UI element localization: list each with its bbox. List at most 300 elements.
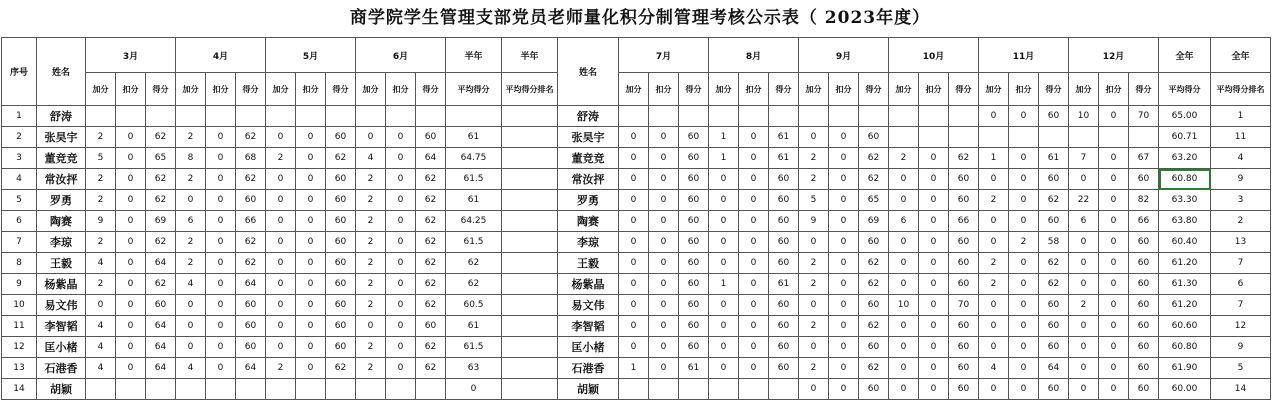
score-cell[interactable]: 2	[799, 316, 829, 337]
score-cell[interactable]: 61	[769, 127, 799, 148]
score-cell[interactable]: 0	[116, 190, 146, 211]
score-cell[interactable]: 0	[649, 127, 679, 148]
score-cell[interactable]: 2	[356, 232, 386, 253]
score-cell[interactable]	[266, 106, 296, 127]
score-cell[interactable]: 60	[1129, 316, 1159, 337]
full-year-rank-cell[interactable]: 9	[1211, 337, 1271, 358]
score-cell[interactable]: 0	[979, 295, 1009, 316]
full-year-rank-cell[interactable]: 7	[1211, 295, 1271, 316]
score-cell[interactable]	[296, 379, 326, 400]
score-cell[interactable]: 60	[949, 190, 979, 211]
score-cell[interactable]: 9	[86, 211, 116, 232]
score-cell[interactable]: 60	[679, 148, 709, 169]
score-cell[interactable]: 0	[296, 232, 326, 253]
score-cell[interactable]: 0	[739, 253, 769, 274]
score-cell[interactable]: 0	[829, 253, 859, 274]
score-cell[interactable]: 0	[649, 253, 679, 274]
score-cell[interactable]: 2	[356, 169, 386, 190]
score-cell[interactable]: 60	[326, 169, 356, 190]
row-index-cell[interactable]: 9	[2, 274, 37, 295]
score-cell[interactable]: 0	[619, 190, 649, 211]
score-cell[interactable]: 0	[829, 127, 859, 148]
score-cell[interactable]: 0	[1099, 232, 1129, 253]
score-cell[interactable]: 62	[1039, 274, 1069, 295]
score-cell[interactable]: 0	[1099, 106, 1129, 127]
full-year-rank-cell[interactable]: 4	[1211, 148, 1271, 169]
score-cell[interactable]: 0	[116, 148, 146, 169]
score-cell[interactable]: 64	[146, 358, 176, 379]
score-cell[interactable]: 66	[1129, 211, 1159, 232]
score-cell[interactable]: 62	[236, 169, 266, 190]
score-cell[interactable]	[326, 379, 356, 400]
score-cell[interactable]: 10	[1069, 106, 1099, 127]
score-header[interactable]: 得分	[949, 73, 979, 106]
row-index-cell[interactable]: 10	[2, 295, 37, 316]
score-cell[interactable]	[649, 106, 679, 127]
score-cell[interactable]: 0	[1099, 379, 1129, 400]
score-cell[interactable]	[326, 106, 356, 127]
score-cell[interactable]: 0	[116, 253, 146, 274]
half-year-avg-cell[interactable]: 62	[446, 274, 502, 295]
score-cell[interactable]: 66	[949, 211, 979, 232]
score-cell[interactable]: 62	[236, 127, 266, 148]
name-cell[interactable]: 张昊宇	[37, 127, 86, 148]
score-cell[interactable]: 0	[739, 190, 769, 211]
score-cell[interactable]	[709, 379, 739, 400]
score-header[interactable]: 得分	[146, 73, 176, 106]
add-score-header[interactable]: 加分	[266, 73, 296, 106]
score-cell[interactable]: 67	[1129, 148, 1159, 169]
full-year-avg-cell[interactable]: 60.80	[1159, 169, 1211, 190]
score-cell[interactable]: 0	[266, 190, 296, 211]
score-cell[interactable]: 0	[709, 211, 739, 232]
score-cell[interactable]: 0	[889, 379, 919, 400]
name-cell-2[interactable]: 胡颖	[558, 379, 619, 400]
score-cell[interactable]: 2	[356, 337, 386, 358]
score-cell[interactable]	[799, 106, 829, 127]
score-cell[interactable]: 0	[919, 316, 949, 337]
score-cell[interactable]: 0	[619, 295, 649, 316]
score-cell[interactable]: 4	[86, 358, 116, 379]
score-cell[interactable]: 0	[649, 337, 679, 358]
score-cell[interactable]: 0	[296, 127, 326, 148]
add-score-header[interactable]: 加分	[176, 73, 206, 106]
score-cell[interactable]: 60	[326, 211, 356, 232]
score-cell[interactable]: 0	[829, 379, 859, 400]
score-cell[interactable]: 61	[769, 148, 799, 169]
score-cell[interactable]: 60	[236, 190, 266, 211]
score-cell[interactable]: 0	[1099, 295, 1129, 316]
avg-rank-header[interactable]: 平均得分排名	[502, 73, 558, 106]
score-cell[interactable]: 62	[416, 169, 446, 190]
score-cell[interactable]: 60	[949, 358, 979, 379]
score-cell[interactable]	[1099, 127, 1129, 148]
index-header[interactable]: 序号	[2, 38, 37, 106]
score-cell[interactable]: 60	[1129, 379, 1159, 400]
full-year-rank-cell[interactable]: 1	[1211, 106, 1271, 127]
full-year-avg-cell[interactable]: 60.00	[1159, 379, 1211, 400]
score-cell[interactable]	[146, 106, 176, 127]
score-cell[interactable]: 2	[799, 358, 829, 379]
score-cell[interactable]	[979, 127, 1009, 148]
score-cell[interactable]: 60	[1129, 253, 1159, 274]
score-cell[interactable]: 2	[266, 148, 296, 169]
score-cell[interactable]: 0	[386, 337, 416, 358]
score-cell[interactable]: 60	[769, 337, 799, 358]
score-cell[interactable]: 0	[206, 337, 236, 358]
score-cell[interactable]: 0	[1009, 253, 1039, 274]
full-year-rank-cell[interactable]: 5	[1211, 358, 1271, 379]
add-score-header[interactable]: 加分	[799, 73, 829, 106]
score-cell[interactable]: 0	[709, 232, 739, 253]
score-cell[interactable]: 60	[1039, 295, 1069, 316]
score-cell[interactable]: 60	[679, 211, 709, 232]
score-cell[interactable]: 0	[1069, 253, 1099, 274]
deduct-score-header[interactable]: 扣分	[739, 73, 769, 106]
score-cell[interactable]: 0	[356, 316, 386, 337]
score-cell[interactable]: 0	[919, 337, 949, 358]
name-cell-2[interactable]: 罗勇	[558, 190, 619, 211]
full-year-rank-cell[interactable]: 11	[1211, 127, 1271, 148]
score-cell[interactable]: 0	[799, 127, 829, 148]
name-cell[interactable]: 陶赛	[37, 211, 86, 232]
score-cell[interactable]: 60	[1039, 316, 1069, 337]
row-index-cell[interactable]: 3	[2, 148, 37, 169]
full-year-rank-cell[interactable]: 9	[1211, 169, 1271, 190]
score-cell[interactable]: 0	[799, 232, 829, 253]
score-cell[interactable]: 62	[326, 148, 356, 169]
name-header[interactable]: 姓名	[37, 38, 86, 106]
score-cell[interactable]	[1129, 127, 1159, 148]
score-cell[interactable]: 0	[619, 274, 649, 295]
score-cell[interactable]: 0	[889, 358, 919, 379]
score-cell[interactable]: 0	[386, 358, 416, 379]
add-score-header[interactable]: 加分	[619, 73, 649, 106]
score-cell[interactable]: 0	[296, 253, 326, 274]
score-cell[interactable]: 0	[1009, 316, 1039, 337]
avg-score-header[interactable]: 平均得分	[1159, 73, 1211, 106]
score-cell[interactable]: 60	[326, 232, 356, 253]
score-cell[interactable]: 62	[859, 316, 889, 337]
score-cell[interactable]: 60	[949, 379, 979, 400]
score-cell[interactable]: 2	[979, 190, 1009, 211]
score-cell[interactable]: 2	[356, 190, 386, 211]
score-cell[interactable]: 2	[176, 232, 206, 253]
score-cell[interactable]	[176, 379, 206, 400]
score-cell[interactable]: 60	[1039, 211, 1069, 232]
score-cell[interactable]	[769, 379, 799, 400]
score-cell[interactable]	[206, 379, 236, 400]
score-cell[interactable]	[919, 106, 949, 127]
score-cell[interactable]: 0	[386, 127, 416, 148]
score-cell[interactable]: 0	[296, 211, 326, 232]
score-cell[interactable]: 2	[799, 148, 829, 169]
score-cell[interactable]: 0	[1099, 211, 1129, 232]
score-cell[interactable]	[1009, 127, 1039, 148]
score-cell[interactable]	[236, 106, 266, 127]
score-cell[interactable]: 0	[1009, 190, 1039, 211]
score-cell[interactable]: 69	[146, 211, 176, 232]
half-year-avg-cell[interactable]: 64.75	[446, 148, 502, 169]
half-year-avg-cell[interactable]: 63	[446, 358, 502, 379]
score-cell[interactable]: 0	[919, 358, 949, 379]
score-cell[interactable]: 0	[1069, 232, 1099, 253]
month-header[interactable]: 7月	[619, 38, 709, 73]
score-cell[interactable]: 60	[146, 295, 176, 316]
score-header[interactable]: 得分	[679, 73, 709, 106]
score-cell[interactable]: 0	[1099, 253, 1129, 274]
score-cell[interactable]: 64	[416, 148, 446, 169]
half-year-avg-cell[interactable]: 61	[446, 127, 502, 148]
half-year-rank-header[interactable]: 半年	[502, 38, 558, 73]
month-header[interactable]: 4月	[176, 38, 266, 73]
score-cell[interactable]: 0	[919, 190, 949, 211]
score-cell[interactable]: 8	[176, 148, 206, 169]
score-cell[interactable]: 64	[236, 358, 266, 379]
score-cell[interactable]: 4	[86, 316, 116, 337]
score-cell[interactable]: 0	[266, 253, 296, 274]
score-cell[interactable]	[829, 106, 859, 127]
score-cell[interactable]: 60	[416, 316, 446, 337]
score-cell[interactable]	[386, 106, 416, 127]
score-cell[interactable]: 0	[296, 190, 326, 211]
score-cell[interactable]: 64	[146, 316, 176, 337]
score-cell[interactable]: 0	[296, 295, 326, 316]
score-cell[interactable]: 0	[649, 295, 679, 316]
score-cell[interactable]: 60	[679, 127, 709, 148]
name-cell-2[interactable]: 舒涛	[558, 106, 619, 127]
score-cell[interactable]: 0	[266, 127, 296, 148]
score-cell[interactable]: 62	[416, 274, 446, 295]
score-cell[interactable]: 0	[86, 295, 116, 316]
score-cell[interactable]: 0	[1099, 316, 1129, 337]
score-cell[interactable]: 62	[416, 253, 446, 274]
full-year-avg-cell[interactable]: 61.20	[1159, 295, 1211, 316]
score-cell[interactable]: 60	[326, 190, 356, 211]
score-cell[interactable]: 2	[86, 127, 116, 148]
score-cell[interactable]: 0	[386, 190, 416, 211]
score-cell[interactable]: 60	[679, 316, 709, 337]
half-year-rank-cell[interactable]	[502, 148, 558, 169]
score-cell[interactable]: 0	[619, 316, 649, 337]
half-year-avg-cell[interactable]: 60.5	[446, 295, 502, 316]
score-cell[interactable]: 0	[176, 190, 206, 211]
score-cell[interactable]: 60	[859, 127, 889, 148]
score-cell[interactable]: 0	[116, 274, 146, 295]
score-cell[interactable]: 0	[116, 211, 146, 232]
score-cell[interactable]: 62	[236, 232, 266, 253]
score-cell[interactable]: 0	[116, 232, 146, 253]
score-cell[interactable]: 0	[296, 169, 326, 190]
score-cell[interactable]: 0	[266, 169, 296, 190]
score-header[interactable]: 得分	[236, 73, 266, 106]
score-cell[interactable]: 70	[1129, 106, 1159, 127]
score-cell[interactable]: 0	[649, 190, 679, 211]
half-year-rank-cell[interactable]	[502, 127, 558, 148]
score-cell[interactable]: 0	[1099, 148, 1129, 169]
half-year-rank-cell[interactable]	[502, 274, 558, 295]
score-cell[interactable]	[769, 106, 799, 127]
full-year-avg-cell[interactable]: 60.80	[1159, 337, 1211, 358]
score-cell[interactable]: 60	[949, 316, 979, 337]
add-score-header[interactable]: 加分	[709, 73, 739, 106]
score-cell[interactable]: 0	[116, 337, 146, 358]
half-year-rank-cell[interactable]	[502, 295, 558, 316]
row-index-cell[interactable]: 4	[2, 169, 37, 190]
score-cell[interactable]: 0	[206, 358, 236, 379]
score-cell[interactable]: 0	[176, 295, 206, 316]
score-cell[interactable]: 0	[116, 127, 146, 148]
deduct-score-header[interactable]: 扣分	[296, 73, 326, 106]
score-cell[interactable]	[619, 106, 649, 127]
score-cell[interactable]: 0	[266, 337, 296, 358]
score-cell[interactable]	[416, 379, 446, 400]
score-cell[interactable]: 60	[1129, 274, 1159, 295]
half-year-rank-cell[interactable]	[502, 358, 558, 379]
score-cell[interactable]: 0	[266, 316, 296, 337]
score-cell[interactable]: 0	[1009, 379, 1039, 400]
score-cell[interactable]: 4	[86, 337, 116, 358]
score-cell[interactable]: 0	[799, 379, 829, 400]
score-cell[interactable]: 62	[859, 169, 889, 190]
month-header[interactable]: 3月	[86, 38, 176, 73]
score-cell[interactable]: 1	[709, 274, 739, 295]
row-index-cell[interactable]: 2	[2, 127, 37, 148]
score-cell[interactable]: 0	[296, 148, 326, 169]
score-cell[interactable]: 60	[769, 190, 799, 211]
score-cell[interactable]: 2	[889, 148, 919, 169]
score-cell[interactable]: 2	[799, 169, 829, 190]
score-cell[interactable]: 60	[949, 232, 979, 253]
score-cell[interactable]	[356, 106, 386, 127]
score-cell[interactable]: 62	[859, 358, 889, 379]
row-index-cell[interactable]: 5	[2, 190, 37, 211]
score-cell[interactable]: 0	[1099, 190, 1129, 211]
score-header[interactable]: 得分	[326, 73, 356, 106]
score-cell[interactable]: 60	[326, 316, 356, 337]
score-cell[interactable]: 0	[739, 274, 769, 295]
score-cell[interactable]: 2	[266, 358, 296, 379]
half-year-rank-cell[interactable]	[502, 253, 558, 274]
score-cell[interactable]: 0	[889, 337, 919, 358]
score-cell[interactable]: 62	[949, 148, 979, 169]
row-index-cell[interactable]: 8	[2, 253, 37, 274]
score-cell[interactable]: 62	[146, 127, 176, 148]
score-cell[interactable]: 0	[739, 337, 769, 358]
score-cell[interactable]: 0	[649, 232, 679, 253]
score-cell[interactable]: 0	[739, 295, 769, 316]
score-cell[interactable]: 0	[979, 169, 1009, 190]
deduct-score-header[interactable]: 扣分	[919, 73, 949, 106]
full-year-avg-cell[interactable]: 61.30	[1159, 274, 1211, 295]
row-index-cell[interactable]: 6	[2, 211, 37, 232]
name-cell-2[interactable]: 石港香	[558, 358, 619, 379]
score-cell[interactable]	[1039, 127, 1069, 148]
score-cell[interactable]: 62	[416, 358, 446, 379]
score-cell[interactable]: 0	[739, 211, 769, 232]
score-cell[interactable]: 0	[709, 190, 739, 211]
score-cell[interactable]: 0	[649, 358, 679, 379]
score-cell[interactable]: 0	[116, 295, 146, 316]
full-year-avg-cell[interactable]: 61.20	[1159, 253, 1211, 274]
score-cell[interactable]: 62	[859, 148, 889, 169]
score-cell[interactable]: 60	[769, 232, 799, 253]
score-cell[interactable]: 0	[979, 379, 1009, 400]
score-cell[interactable]: 2	[799, 253, 829, 274]
score-cell[interactable]: 0	[829, 274, 859, 295]
score-cell[interactable]: 0	[386, 274, 416, 295]
score-cell[interactable]	[889, 127, 919, 148]
score-cell[interactable]: 2	[799, 274, 829, 295]
score-cell[interactable]: 60	[859, 295, 889, 316]
score-cell[interactable]: 2	[86, 274, 116, 295]
score-cell[interactable]: 60	[1129, 169, 1159, 190]
half-year-avg-cell[interactable]: 64.25	[446, 211, 502, 232]
half-year-avg-cell[interactable]: 61	[446, 190, 502, 211]
score-cell[interactable]: 2	[1069, 295, 1099, 316]
score-cell[interactable]	[739, 106, 769, 127]
score-cell[interactable]: 0	[919, 148, 949, 169]
score-cell[interactable]: 0	[619, 127, 649, 148]
score-cell[interactable]: 2	[86, 169, 116, 190]
name-cell[interactable]: 王毅	[37, 253, 86, 274]
score-cell[interactable]: 60	[859, 379, 889, 400]
score-cell[interactable]: 60	[679, 295, 709, 316]
score-cell[interactable]: 60	[679, 232, 709, 253]
score-cell[interactable]: 62	[1039, 253, 1069, 274]
month-header[interactable]: 11月	[979, 38, 1069, 73]
score-cell[interactable]: 60	[769, 295, 799, 316]
score-cell[interactable]: 0	[739, 316, 769, 337]
score-cell[interactable]: 0	[619, 232, 649, 253]
score-cell[interactable]: 2	[356, 253, 386, 274]
half-year-avg-cell[interactable]	[446, 106, 502, 127]
score-cell[interactable]: 0	[709, 253, 739, 274]
score-cell[interactable]	[679, 106, 709, 127]
name-cell-2[interactable]: 董竞竞	[558, 148, 619, 169]
name-cell[interactable]: 董竞竞	[37, 148, 86, 169]
score-cell[interactable]: 60	[769, 169, 799, 190]
score-cell[interactable]: 1	[709, 148, 739, 169]
score-cell[interactable]: 62	[236, 253, 266, 274]
score-cell[interactable]: 2	[356, 295, 386, 316]
score-cell[interactable]: 60	[326, 127, 356, 148]
half-year-rank-cell[interactable]	[502, 337, 558, 358]
row-index-cell[interactable]: 14	[2, 379, 37, 400]
name-cell[interactable]: 李智韬	[37, 316, 86, 337]
score-cell[interactable]: 65	[146, 148, 176, 169]
score-header[interactable]: 得分	[416, 73, 446, 106]
score-cell[interactable]	[649, 379, 679, 400]
score-header[interactable]: 得分	[859, 73, 889, 106]
score-cell[interactable]: 60	[949, 274, 979, 295]
score-cell[interactable]	[266, 379, 296, 400]
score-cell[interactable]: 10	[889, 295, 919, 316]
score-cell[interactable]: 4	[86, 253, 116, 274]
score-cell[interactable]: 0	[116, 358, 146, 379]
score-cell[interactable]: 2	[176, 253, 206, 274]
name-cell-2[interactable]: 王毅	[558, 253, 619, 274]
deduct-score-header[interactable]: 扣分	[1099, 73, 1129, 106]
half-year-header[interactable]: 半年	[446, 38, 502, 73]
score-cell[interactable]: 60	[679, 169, 709, 190]
score-cell[interactable]: 60	[236, 295, 266, 316]
score-cell[interactable]: 70	[949, 295, 979, 316]
score-cell[interactable]: 1	[619, 358, 649, 379]
score-cell[interactable]: 0	[889, 190, 919, 211]
score-cell[interactable]: 62	[146, 232, 176, 253]
score-cell[interactable]	[386, 379, 416, 400]
